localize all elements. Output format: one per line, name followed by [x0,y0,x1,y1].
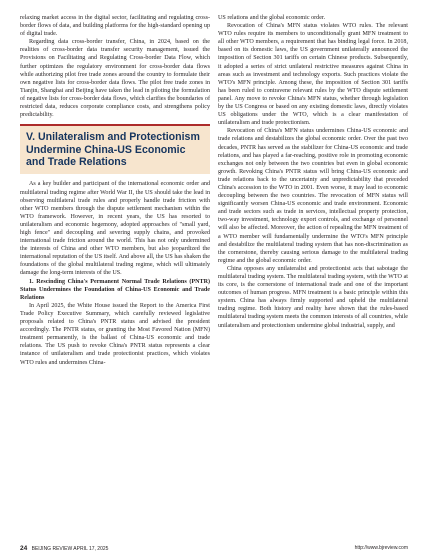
issue-label: BEIJING REVIEW APRIL 17, 2025 [31,546,109,552]
page-number: 24 [20,545,28,552]
left-column [20,14,210,367]
paragraph: relaxing market access in the digital sector, facilitating and regulating cross-border flows of data, and building platforms for the high-standard opening up of digital trade. [20,15,210,38]
paragraph: In April 2025, the White House issued the Report to the America First Trade Policy Executive Summary, which carefully reviewed legislative proposals related to China's PNTR status and advised the president accordingly. The PNTR status, or granting the Most Favored Nation (MFN) treatment permanently, is the ballast of China-US economic and trade relations. The US push to revoke China's PNTR status represents a clear instance of unilateralism and trade protectionist practices, which violates WTO rules and undermines China- [20,302,210,366]
website-link[interactable]: http://www.bjreview.com [354,545,408,551]
paragraph: Revocation of China's MFN status undermines China-US economic and trade relations and destabilizes the global economic order. Over the past two decades, PNTR has served as the stabilizer for China-US economic and trade relations, and has played a far-reaching, positive role in promoting economic exchanges not only between the two countries but even in global economic growth. Revoking China's PNTR status will bring China-US economic and trade relations back to the uncertainty and unpredictability that preceded China's accession to the WTO in 2001. Even worse, it may lead to economic decoupling between the two countries. The revocation of MFN status will significantly worsen China-US economic and trade environment. Economic and trade sectors such as trade in services, intellectual property protection, two-way investment, technology export controls, and exchange of personnel will also be affected. Moreover, the action of repealing the MFN treatment of a WTO member will fundamentally undermine the WTO's MFN principle and destabilize the multilateral trading system that has non-discrimination as the cornerstone, thereby causing serious damage to the multilateral trading regime and the global economic order. [218,128,408,264]
paragraph: US relations and the global economic order. [218,15,326,21]
section-heading-box [20,124,210,174]
page-footer [20,544,408,553]
right-column [218,14,408,330]
paragraph: As a key builder and participant of the international economic order and multilateral trading regime after World War II, the US should take the lead in observing multilateral trade rules and properly handle trade friction with other WTO members through the dispute settlement mechanism within the WTO framework. However, in recent years, the US has resorted to unilateralism and economic hegemony, adopted approaches of "small yard, high fence" and decoupling and severing supply chains, and provoked international trade friction around the world. This has not only undermined the interests of China and other WTO members, but also jeopardized the international reputation of the US itself. And above all, the US has shaken the foundations of the global multilateral trading regime, which will ultimately damage the long-term interests of the US. [20,181,210,277]
section-title: V. Unilateralism and Protectionism Undermine China-US Economic and Trade Relations [26,131,200,169]
paragraph: Revocation of China's MFN status violates WTO rules. The relevant WTO rules require its members to unconditionally grant MFN treatment to all other WTO members, a requirement that has binding legal force. In 2018, based on its domestic laws, the US government unilaterally announced the imposition of Section 301 tariffs on certain Chinese products. Subsequently, it adopted a series of strict unilateral restrictive measures against China in areas such as investment and technology exports. Such practices violate the WTO's MFN principle. Among these, the imposition of Section 301 tariffs has been ruled to contravene relevant rules by the WTO dispute settlement panel. Any move to revoke China's MFN status, whether through legislation by the US Congress or based on any existing domestic laws, directly violates US obligations under the WTO, which is a clear manifestation of unilateralism and trade protectionism. [218,23,408,127]
paragraph: China opposes any unilateralist and protectionist acts that sabotage the multilateral trading system. The multilateral trading system, with the WTO at its core, is the cornerstone of international trade and one of the important outcomes of human progress. MFN treatment is a basic principle within this system. China has always firmly supported and upheld the multilateral trading regime. Both history and reality have shown that the rules-based multilateral trading system meets the common interests of all countries, while unilateralism and protectionism undermine global industrial, supply, and [218,265,408,329]
subheading: 1. Rescinding China's Permanent Normal Trade Relations (PNTR) Status Undermines the Foundation of China-US Economic and Trade Relations [20,278,210,301]
paragraph: Regarding data cross-border transfer, China, in 2024, based on the realities of cross-border data transfer security management, issued the Provisions on Facilitating and Regulating Cross-border Data Flow, which further optimizes the regulatory environment for cross-border data flows while authorizing pilot free trade zones around the country to formulate their own negative lists for cross-border data flows. The pilot free trade zones in Tianjin, Shanghai and Beijing have taken the lead in piloting the formulation of negative lists for cross-border data flows, which clarifies the boundaries of restricted data, reduces corporate compliance costs, and strengthens policy predictability. [20,39,210,119]
